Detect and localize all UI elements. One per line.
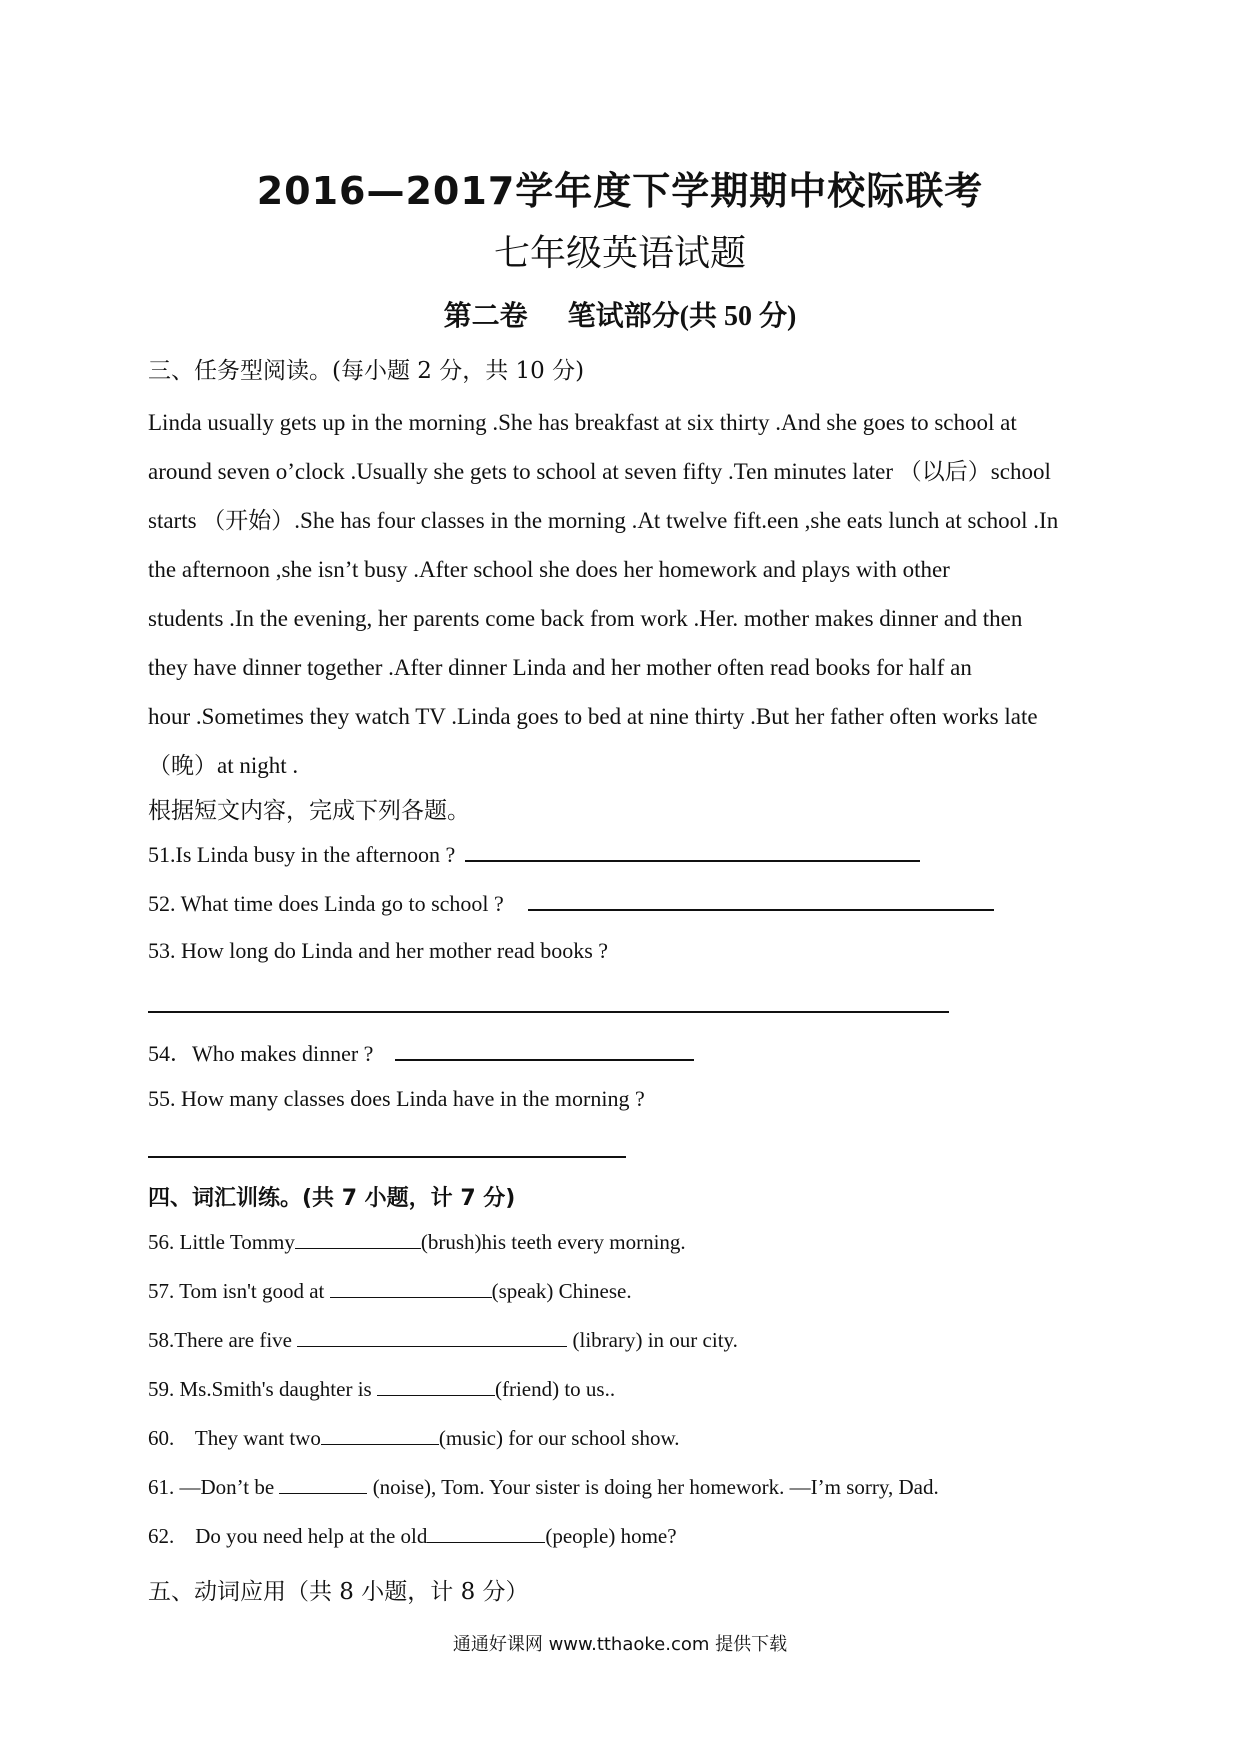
vocab-blank-61[interactable] [279,1475,367,1494]
vocab-prefix: 60. They want two [148,1426,321,1450]
answer-blank-55[interactable] [148,1156,626,1158]
vocab-prefix: 59. Ms.Smith's daughter is [148,1377,377,1401]
question-51 [148,840,920,868]
question-54 [148,1037,694,1068]
passage-line: （晚）at night . [148,753,299,778]
vocab-prefix: 62. Do you need help at the old [148,1524,428,1548]
vocab-suffix: (friend) to us.. [494,1377,616,1401]
passage-line: starts （开始）.She has four classes in the morning .At twelve fift.een ,she eats lunch at school .In [148,508,1059,533]
section-3-heading: 三、任务型阅读。(每小题 2 分，共 10 分) [148,358,585,384]
vocab-suffix: (library) in our city. [567,1328,738,1352]
vocab-suffix: (music) for our school show. [438,1426,680,1450]
vocab-suffix: (people) home? [545,1524,677,1548]
passage-line: hour .Sometimes they watch TV .Linda goes to bed at nine thirty .But her father often works late [148,704,1038,729]
vocab-prefix: 57. Tom isn't good at [148,1279,330,1303]
part-description: 笔试部分(共 50 分) [567,301,797,332]
exam-title: 2016—2017学年度下学期期中校际联考 [256,169,984,213]
vocab-blank-57[interactable] [330,1279,492,1298]
vocab-item-60 [148,1426,680,1451]
vocab-blank-60[interactable] [321,1426,439,1445]
section-3-instruction: 根据短文内容，完成下列各题。 [148,798,470,824]
question-text: 54．Who makes dinner ? [148,1041,374,1066]
question-53 [148,938,608,964]
section-5-heading: 五、动词应用（共 8 小题，计 8 分） [148,1579,529,1605]
section-4-heading: 四、词汇训练。(共 7 小题，计 7 分) [148,1186,516,1211]
passage-line: students .In the evening, her parents come back from work .Her. mother makes dinner and then [148,606,1023,631]
vocab-blank-58[interactable] [297,1328,567,1347]
answer-blank-51[interactable] [465,840,920,862]
question-55 [148,1086,645,1112]
vocab-item-58 [148,1328,738,1353]
vocab-prefix: 56. Little Tommy [148,1230,295,1254]
answer-blank-52[interactable] [528,889,994,911]
vocab-suffix: (brush)his teeth every morning. [420,1230,686,1254]
vocab-prefix: 61. —Don’t be [148,1475,280,1499]
vocab-blank-62[interactable] [427,1524,545,1543]
part-label: 第二卷 [443,301,528,332]
vocab-blank-56[interactable] [295,1230,421,1249]
question-52 [148,889,994,917]
question-text: 52. What time does Linda go to school ? [148,891,504,916]
footer-download-note: 通通好课网 www.tthaoke.com 提供下载 [452,1634,788,1655]
vocab-item-61 [148,1475,939,1500]
part-heading [0,294,1240,334]
question-text: 55. How many classes does Linda have in the morning ? [148,1086,645,1111]
vocab-blank-59[interactable] [377,1377,495,1396]
vocab-item-59 [148,1377,615,1402]
passage-line: Linda usually gets up in the morning .She has breakfast at six thirty .And she goes to school at [148,410,1017,435]
vocab-item-57 [148,1279,632,1304]
vocab-prefix: 58.There are five [148,1328,298,1352]
vocab-suffix: (speak) Chinese. [491,1279,632,1303]
vocab-suffix: (noise), Tom. Your sister is doing her homework. —I’m sorry, Dad. [367,1475,939,1499]
passage-line: they have dinner together .After dinner Linda and her mother often read books for half an [148,655,972,680]
vocab-item-62 [148,1524,677,1549]
answer-blank-53[interactable] [148,1011,949,1013]
reading-passage [148,398,1096,790]
exam-subtitle: 七年级英语试题 [493,233,746,274]
passage-line: around seven o’clock .Usually she gets to school at seven fifty .Ten minutes later （以后）school [148,459,1051,484]
question-text: 53. How long do Linda and her mother read books ? [148,938,609,963]
vocab-item-56 [148,1230,686,1255]
question-text: 51.Is Linda busy in the afternoon ? [148,842,456,867]
passage-line: the afternoon ,she isn’t busy .After school she does her homework and plays with other [148,557,950,582]
answer-blank-54[interactable] [395,1039,694,1061]
